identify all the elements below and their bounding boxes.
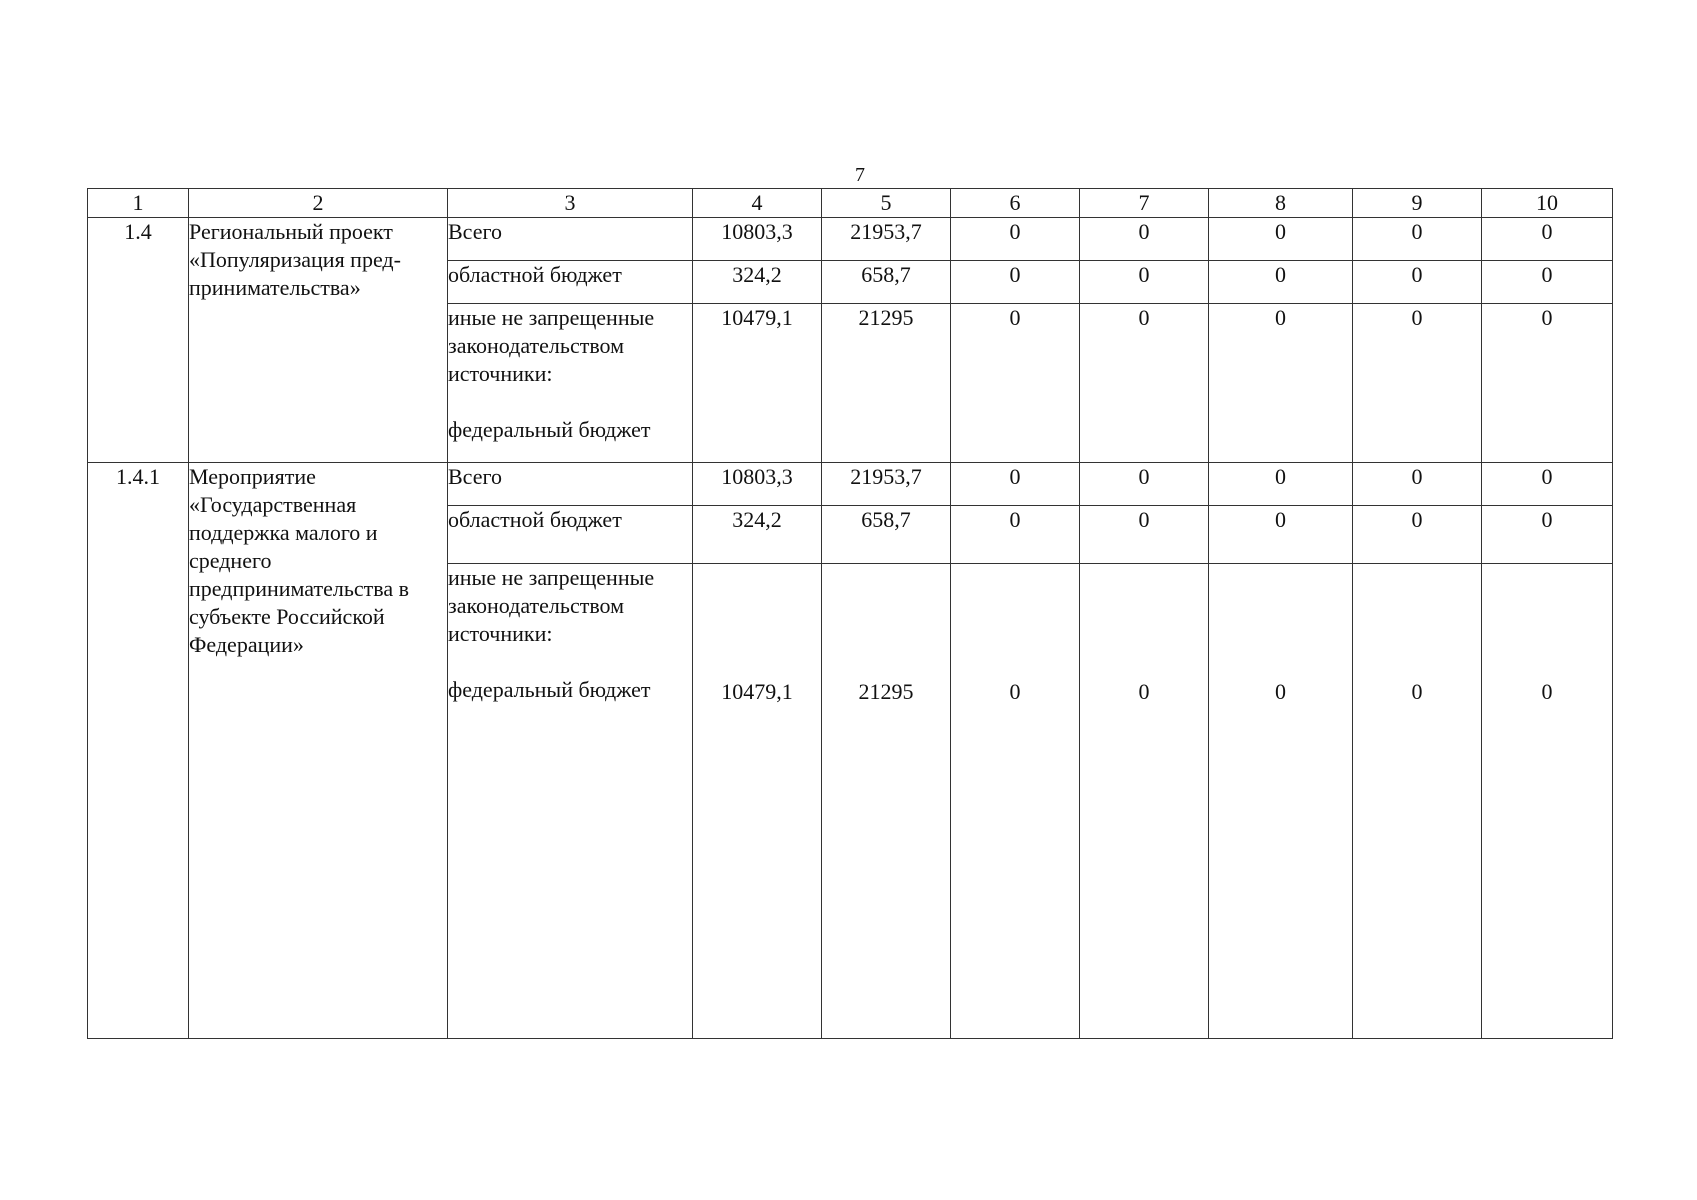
- table-cell: 658,7: [822, 261, 951, 304]
- table-cell: 10803,3: [693, 463, 822, 506]
- budget-table: [87, 188, 1613, 1039]
- table-cell: 10479,1: [693, 564, 822, 1039]
- funding-source: [448, 564, 693, 1039]
- table-row: [88, 218, 1613, 261]
- table-header-row: [88, 189, 1613, 218]
- table-cell: 0: [1080, 506, 1209, 564]
- table-cell: 0: [1209, 218, 1353, 261]
- table-cell: 0: [1209, 506, 1353, 564]
- table-cell: 324,2: [693, 506, 822, 564]
- section-code: 1.4: [88, 218, 189, 463]
- column-header: 5: [822, 189, 951, 218]
- table-cell: 0: [951, 218, 1080, 261]
- column-header: 9: [1353, 189, 1482, 218]
- table-cell: 0: [1080, 304, 1209, 463]
- table-cell: 0: [1482, 261, 1613, 304]
- table-cell: 0: [951, 463, 1080, 506]
- funding-source: [448, 304, 693, 463]
- table-cell: 0: [951, 304, 1080, 463]
- table-cell: 0: [951, 261, 1080, 304]
- table-cell: 0: [951, 506, 1080, 564]
- page-number: 7: [855, 164, 865, 186]
- table-cell: 0: [1482, 506, 1613, 564]
- table-cell: 0: [1209, 463, 1353, 506]
- funding-subsource: федеральный бюджет: [448, 677, 651, 702]
- column-header: 7: [1080, 189, 1209, 218]
- table-cell: 0: [1080, 564, 1209, 1039]
- funding-source-label: иные не запрещенные законодательством источники:: [448, 565, 655, 646]
- table-cell: 0: [1209, 304, 1353, 463]
- funding-subsource: федеральный бюджет: [448, 417, 651, 442]
- table-cell: 0: [1482, 463, 1613, 506]
- table-cell: 0: [1080, 218, 1209, 261]
- section-name: Мероприятие «Государственная поддержка малого и среднего предпринимательства в субъекте Российской Федерации»: [189, 463, 448, 1039]
- table-cell: 21953,7: [822, 463, 951, 506]
- table-cell: 0: [1353, 463, 1482, 506]
- funding-source-label: иные не запрещенные законодательством источники:: [448, 305, 655, 386]
- table-row: [88, 463, 1613, 506]
- table-cell: 658,7: [822, 506, 951, 564]
- table-cell: 0: [1482, 218, 1613, 261]
- column-header: 2: [189, 189, 448, 218]
- table-cell: 0: [1482, 564, 1613, 1039]
- column-header: 4: [693, 189, 822, 218]
- table-cell: 0: [1353, 218, 1482, 261]
- table-cell: 10803,3: [693, 218, 822, 261]
- table-cell: 0: [1353, 304, 1482, 463]
- table-cell: 0: [1482, 304, 1613, 463]
- funding-source: областной бюджет: [448, 261, 693, 304]
- table-cell: 21295: [822, 304, 951, 463]
- table-cell: 324,2: [693, 261, 822, 304]
- table-cell: 0: [1353, 506, 1482, 564]
- table-cell: 0: [1080, 261, 1209, 304]
- column-header: 6: [951, 189, 1080, 218]
- table-cell: 10479,1: [693, 304, 822, 463]
- table-cell: 0: [1353, 564, 1482, 1039]
- funding-source: Всего: [448, 463, 693, 506]
- column-header: 1: [88, 189, 189, 218]
- section-code: 1.4.1: [88, 463, 189, 1039]
- table-cell: 21953,7: [822, 218, 951, 261]
- funding-source: Всего: [448, 218, 693, 261]
- column-header: 10: [1482, 189, 1613, 218]
- section-name: Региональный проект «Популяризация пред-принимательства»: [189, 218, 448, 463]
- table-cell: 0: [1080, 463, 1209, 506]
- table-cell: 0: [1353, 261, 1482, 304]
- column-header: 8: [1209, 189, 1353, 218]
- table-cell: 0: [951, 564, 1080, 1039]
- table-cell: 0: [1209, 261, 1353, 304]
- funding-source: областной бюджет: [448, 506, 693, 564]
- table-cell: 0: [1209, 564, 1353, 1039]
- column-header: 3: [448, 189, 693, 218]
- table-cell: 21295: [822, 564, 951, 1039]
